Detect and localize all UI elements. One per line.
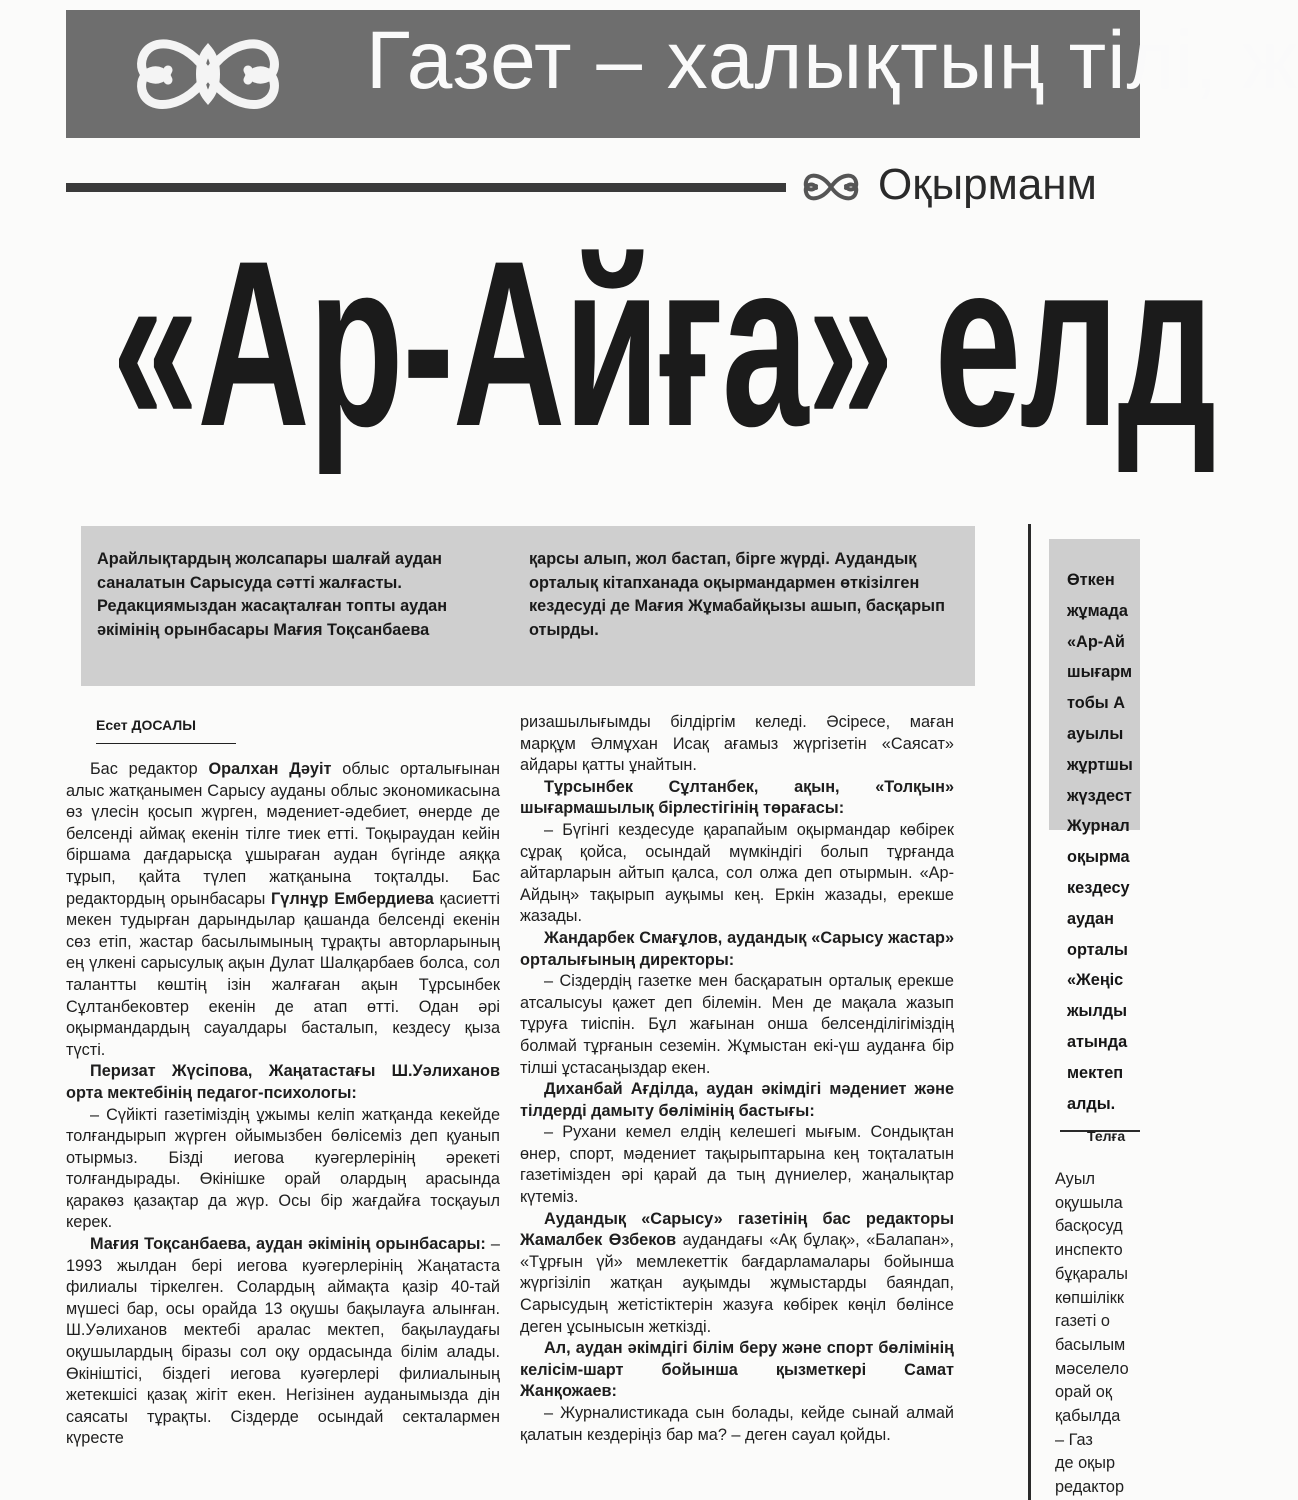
- paragraph: – Рухани кемел елдің келешегі мығым. Сондықтан өнер, спорт, мәдениет тақырыптарына кең тоқталатын газетімізден әрі қарай да тың дүниелер, жаңалықтар күтеміз.: [520, 1123, 954, 1207]
- masthead-slogan: Газет – халықтың тілі, ж: [366, 15, 1298, 106]
- text: – 1993 жылдан бері иегова куәгерлерінің Жаңатаста филиалы тіркелген. Солардың аймақта қазір 40-тай мүшесі бар, осы орайда 13 оқушы бақылауға алынған. Ш.Уәлиханов мектебі аралас мектеп, бақылаудағы оқушылардың біразы сол оқу ордасында білім алады. Өкініштісі, біздегі иегова куәгерлері филиалының жетекшісі қазақ жігіт екен. Негізінен ауданымызда дін саясаты тұрақты. Сіздерде осындай секталармен күресте: [66, 1235, 500, 1448]
- text: Бас редактор: [90, 760, 209, 778]
- paragraph: [520, 1209, 954, 1339]
- sidebar-lead-box: [1049, 539, 1140, 1113]
- headline-area: [100, 212, 1216, 478]
- paragraph: ризашылығымды білдіргім келеді. Әсіресе, маған марқұм Әлмұхан Исақ ағамыз жүргізетін «Саясат» айдары қатты ұнайтын.: [520, 713, 954, 775]
- section-divider: [66, 183, 786, 192]
- sidebar-lead-text: Өткен жұмада «Ар-Ай шығарм тобы А ауылы жұртшы жүздест Журнал оқырма кездесу аудан орталы «Жеңіс жылды атында мектеп алды.: [1067, 571, 1133, 1113]
- speaker-heading: Аудандық «Сарысу» газетінің бас редакторы Жамалбек Өзбеков: [520, 1209, 954, 1250]
- speaker-heading: Перизат Жүсіпова, Жаңатастағы Ш.Уәлиханов орта мектебінің педагог-психологы:: [66, 1062, 500, 1102]
- lead-text-right: қарсы алып, жол бастап, бірге жүрді. Аудандық орталық кітапханада оқырмандармен өткізілген кездесуді де Мағия Жұмабайқызы ашып, басқарып отырды.: [529, 550, 945, 639]
- section-title: Оқырманм: [878, 160, 1097, 209]
- sidebar-author: Телға: [1087, 1128, 1126, 1144]
- paragraph: – Бүгінгі кездесуде қарапайым оқырмандар көбірек сұрақ қойса, осындай мүмкіндігі болып тұрғанда айтарларын айтып қалса, сол олжа деп отырмын. «Ар-Айдың» тақырып ауқымы кең. Еркін жазады, ерекше жазады.: [520, 820, 954, 926]
- speaker-heading: Ал, аудан әкімдігі білім беру және спорт бөлімінің келісім-шарт бойынша қызметкері Самат Жанқожаев:: [520, 1339, 954, 1401]
- article-column-2: [520, 712, 954, 1500]
- article-column-1: [66, 759, 500, 1500]
- kazakh-ornament-icon: [128, 20, 288, 128]
- text: қасиетті мекен тудырған дарындылар қашанда белсенді екенін сөз етіп, жастар басылымының тұрақты авторларының ең үлкені сарысулық ақын Дулат Шалқарбаев болса, сол талантты көштің ізін жалғаған ақын Тұрсынбек Сұлтанбековтер екенін де атап өтті. Одан әрі оқырмандардың сауалдары басталып, кездесу қыза түсті.: [66, 889, 500, 1059]
- paragraph: [66, 759, 500, 1061]
- paragraph: – Журналистикада сын болады, кейде сынай алмай қалатын кездеріңіз бар ма? – деген сауал қойды.: [520, 1404, 954, 1444]
- speaker-heading: Мағия Тоқсанбаева, аудан әкімінің орынбасары:: [90, 1235, 486, 1254]
- person-name: Оралхан Дәуіт: [208, 760, 332, 778]
- column-divider: [1028, 524, 1031, 1500]
- paragraph: – Сіздердің газетке мен басқаратын орталық ерекше атсалысуы қажет деп білемін. Мен де мақала жазып тұруға тиіспін. Бұл жағынан онша белсенділігіміздің болмай тұрғанын сеземін. Жұмыстан екі-үш ауданға бір тілші ұстасаңыздар екен.: [520, 972, 954, 1077]
- byline-underline: [96, 743, 236, 744]
- text: облыс орталығынан алыс жатқанымен Сарысу ауданы облыс экономикасына өз үлесін қосып жүрген, мәдениет-әдебиет, өнерде де белсенді аймақ екенін тілге тиек етті. Тоқыраудан кейін біршама дағдарысқа ұшыраған аудан бүгінде аяққа тұрып, қайта түлеп жатқанына тоқталды. Бас редактордың орынбасары: [66, 760, 501, 908]
- person-name: Гүлнұр Ембердиева: [271, 889, 434, 908]
- paragraph: [66, 1234, 500, 1450]
- lead-box: [81, 526, 975, 686]
- speaker-heading: Диханбай Ағділда, аудан әкімдігі мәдениет және тілдерді дамыту бөлімінің бастығы:: [520, 1080, 954, 1120]
- headline: «Ар-Айға» елд: [112, 212, 1216, 476]
- masthead: [66, 10, 1298, 138]
- sidebar-article: [1055, 1168, 1140, 1500]
- speaker-heading: Жандарбек Смағұлов, аудандық «Сарысу жастар» орталығының директоры:: [520, 928, 954, 969]
- author-byline: Есет ДОСАЛЫ: [96, 717, 196, 733]
- small-ornament-icon: [800, 168, 862, 206]
- paragraph: – Сүйікті газетіміздің ұжымы келіп жатқанда кекейде толғандырып жүрген ойымызбен бөлісеміз деп қуанып отырмыз. Бізді иегова куәгерлерінің әрекеті толғандырады. Өкінішке орай олардың арасында қаракөз қазақтар да жүр. Осы бір жағдайға тосқауыл керек.: [66, 1105, 500, 1232]
- lead-text-left: Арайлықтардың жолсапары шалғай аудан саналатын Сарысуда сәтті жалғасты. Редакциямыздан жасақталған топты аудан әкімінің орынбасары Мағия Тоқсанбаева: [97, 550, 448, 639]
- speaker-heading: Тұрсынбек Сұлтанбек, ақын, «Толқын» шығармашылық бірлестігінің төрағасы:: [520, 777, 954, 818]
- sidebar-article-text: Ауыл оқушыла басқосуд инспекто бұқаралы көпшілікк газеті о басылым мәселело орай оқ қабылда – Газ де оқыр редактор: [1055, 1170, 1129, 1497]
- text: аудандағы «Ақ бұлақ», «Балапан», «Тұрғын үй» мемлекеттік бағдарламалары бойынша жүргізіліп жатқан ауқымды жұмыстарды баяндап, Сарысудың жетістіктерін жазуға көбірек көңіл бөлінсе деген ұсынысын жеткізді.: [520, 1231, 954, 1336]
